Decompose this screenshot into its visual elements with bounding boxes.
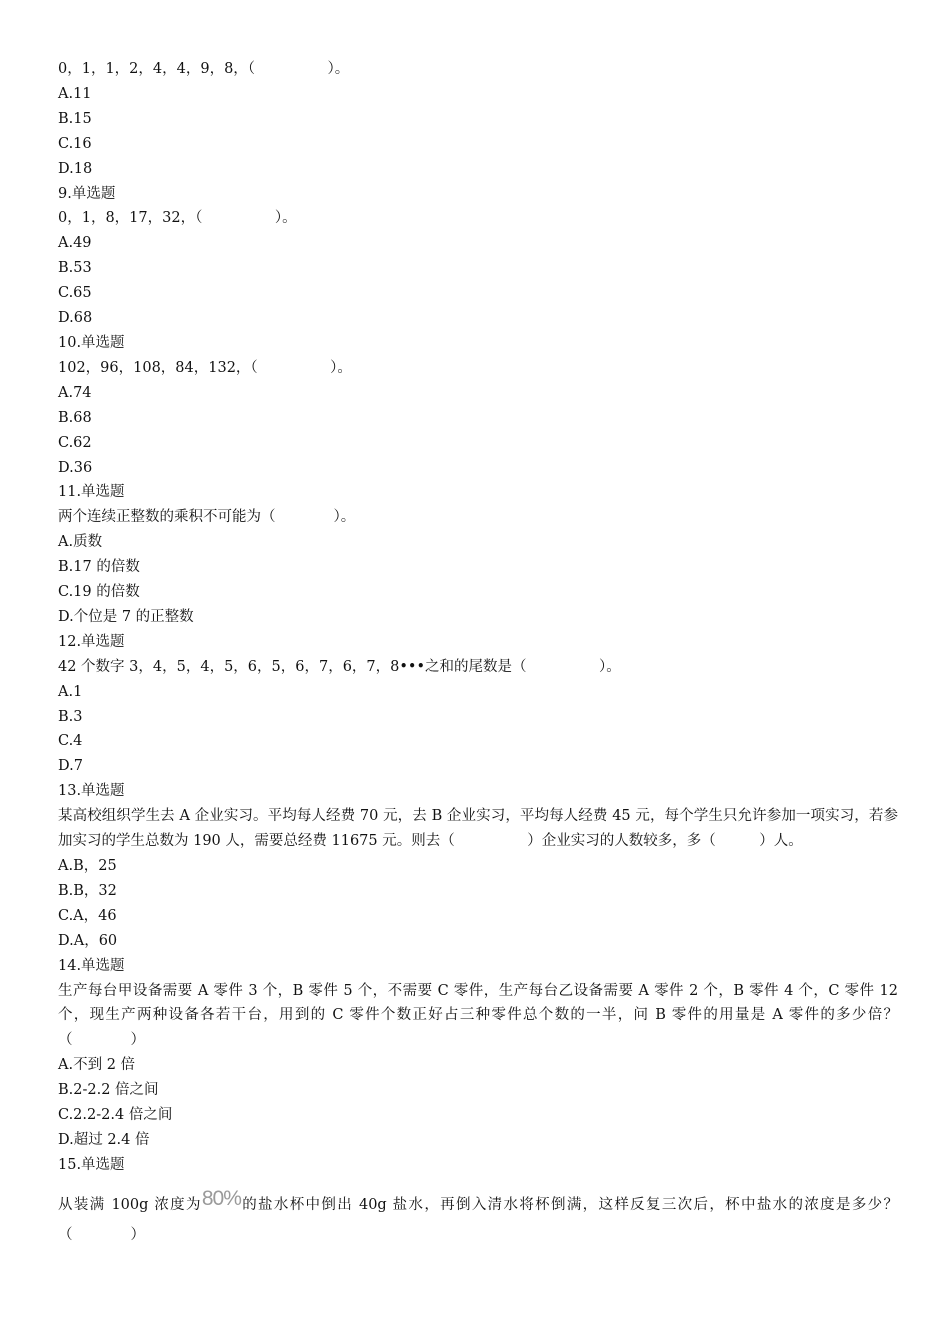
question-12-stem: 42 个数字 3，4，5，4，5，6，5，6，7，6，7，8•••之和的尾数是（ ）。 [58, 658, 621, 675]
question-9-stem: 0，1，8，17，32，（ ）。 [58, 210, 297, 227]
question-12-option-d[interactable]: D.7 [58, 758, 83, 775]
question-9-option-c[interactable]: C.65 [58, 285, 92, 302]
question-11 [58, 480, 898, 629]
question-13-header: 13.单选题 [58, 783, 125, 800]
question-10-header: 10.单选题 [58, 334, 125, 351]
question-11-option-b[interactable]: B.17 的倍数 [58, 559, 140, 576]
question-11-header: 11.单选题 [58, 484, 125, 501]
question-11-option-a[interactable]: A.质数 [58, 534, 103, 551]
question-14-option-c[interactable]: C.2.2-2.4 倍之间 [58, 1107, 173, 1124]
concentration-formula-image: 80% [201, 1186, 241, 1210]
question-10-option-b[interactable]: B.68 [58, 409, 92, 426]
question-15-header: 15.单选题 [58, 1156, 125, 1173]
question-15-stem-end: 的盐水杯中倒出 40g 盐水，再倒入清水将杯倒满，这样反复三次后，杯中盐水的浓度是多少？（ ） [58, 1196, 898, 1243]
question-14-stem: 生产每台甲设备需要 A 零件 3 个，B 零件 5 个，不需要 C 零件，生产每台乙设备需要 A 零件 2 个，B 零件 4 个，C 零件 12 个，现生产两种设备各若干台，用到的 C 零件个数正好占三种零件总个数的一半，问 B 零件的用量是 A 零件的多少倍？（ ） [58, 982, 898, 1049]
question-9 [58, 182, 898, 331]
question-9-option-b[interactable]: B.53 [58, 260, 92, 277]
question-8-option-d[interactable]: D.18 [58, 160, 93, 177]
question-10-option-d[interactable]: D.36 [58, 459, 93, 476]
question-15 [58, 1153, 898, 1250]
question-13-option-b[interactable]: B.B，32 [58, 882, 117, 899]
question-document [58, 57, 898, 1250]
question-9-header: 9.单选题 [58, 185, 116, 202]
question-14-option-a[interactable]: A.不到 2 倍 [58, 1057, 136, 1074]
question-13-option-c[interactable]: C.A，46 [58, 907, 117, 924]
question-12-header: 12.单选题 [58, 633, 125, 650]
question-14-option-d[interactable]: D.超过 2.4 倍 [58, 1131, 150, 1148]
question-13-option-d[interactable]: D.A，60 [58, 932, 118, 949]
question-12-option-a[interactable]: A.1 [58, 683, 83, 700]
question-9-option-a[interactable]: A.49 [58, 235, 92, 252]
question-10-option-c[interactable]: C.62 [58, 434, 92, 451]
question-12-option-b[interactable]: B.3 [58, 708, 83, 725]
question-8-option-c[interactable]: C.16 [58, 135, 92, 152]
question-14-option-b[interactable]: B.2-2.2 倍之间 [58, 1082, 159, 1099]
question-10 [58, 331, 898, 480]
question-10-option-a[interactable]: A.74 [58, 384, 92, 401]
question-9-option-d[interactable]: D.68 [58, 310, 93, 327]
question-11-option-c[interactable]: C.19 的倍数 [58, 584, 140, 601]
question-15-stem [58, 1184, 898, 1250]
question-13-stem: 某高校组织学生去 A 企业实习。平均每人经费 70 元，去 B 企业实习，平均每人经费 45 元，每个学生只允许参加一项实习，若参加实习的学生总数为 190 人，需要总经费 11675 元。则去（ ）企业实习的人数较多，多（ ）人。 [58, 808, 898, 850]
question-13-option-a[interactable]: A.B，25 [58, 858, 117, 874]
question-13 [58, 779, 898, 953]
question-15-stem-start: 从装满 100g 浓度为 [58, 1196, 202, 1213]
question-8-option-a[interactable]: A.11 [58, 85, 92, 102]
question-8 [58, 57, 898, 182]
question-12 [58, 630, 898, 779]
question-12-option-c[interactable]: C.4 [58, 733, 83, 750]
question-8-option-b[interactable]: B.15 [58, 110, 92, 127]
question-10-stem: 102，96，108，84，132，（ ）。 [58, 359, 352, 376]
question-14-header: 14.单选题 [58, 957, 125, 974]
question-11-option-d[interactable]: D.个位是 7 的正整数 [58, 608, 194, 625]
question-14 [58, 954, 898, 1153]
question-8-stem: 0，1，1，2，4，4，9，8，（ ）。 [58, 61, 350, 77]
question-11-stem: 两个连续正整数的乘积不可能为（ ）。 [58, 509, 356, 526]
